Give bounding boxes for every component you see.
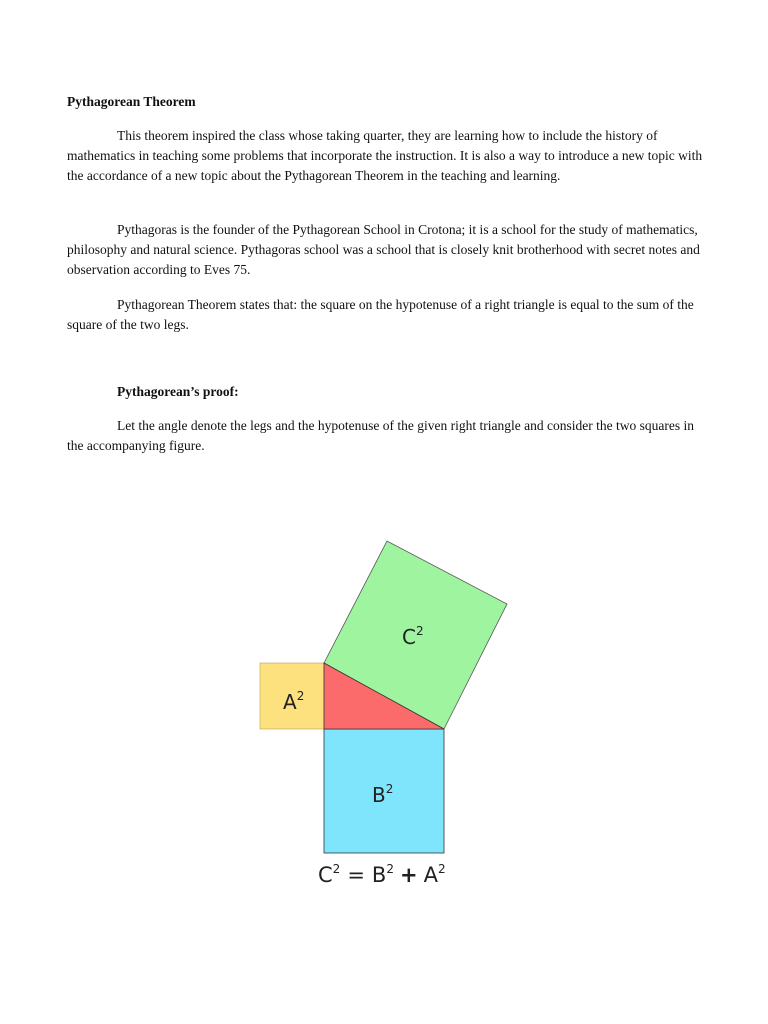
- paragraph-pythagoras: Pythagoras is the founder of the Pythagorean School in Crotona; it is a school for the study of mathematics, philosophy and natural science. Pythagoras school was a school that is closely knit brotherhood with secret notes and observation according to Eves 75.: [67, 222, 700, 278]
- paragraph-theorem-statement: Pythagorean Theorem states that: the square on the hypotenuse of a right triangle is equal to the sum of the square of the two legs.: [67, 297, 694, 333]
- equation: $C^2 = B^2 + A^2$: [318, 862, 446, 887]
- label-c-squared: $C^2$: [402, 624, 424, 649]
- paragraph-proof: Let the angle denote the legs and the hypotenuse of the given right triangle and consider the two squares in the accompanying figure.: [67, 418, 694, 454]
- label-a-squared: $A^2$: [283, 689, 305, 714]
- paragraph-intro: This theorem inspired the class whose taking quarter, they are learning how to include the history of mathematics in teaching some problems that incorporate the instruction. It is also a way to introduce a new topic with the accordance of a new topic about the Pythagorean Theorem in the teaching and learning.: [67, 128, 703, 184]
- document-title: Pythagorean Theorem: [67, 94, 196, 109]
- proof-heading: Pythagorean’s proof:: [117, 384, 239, 399]
- label-b-squared: $B^2$: [372, 782, 394, 807]
